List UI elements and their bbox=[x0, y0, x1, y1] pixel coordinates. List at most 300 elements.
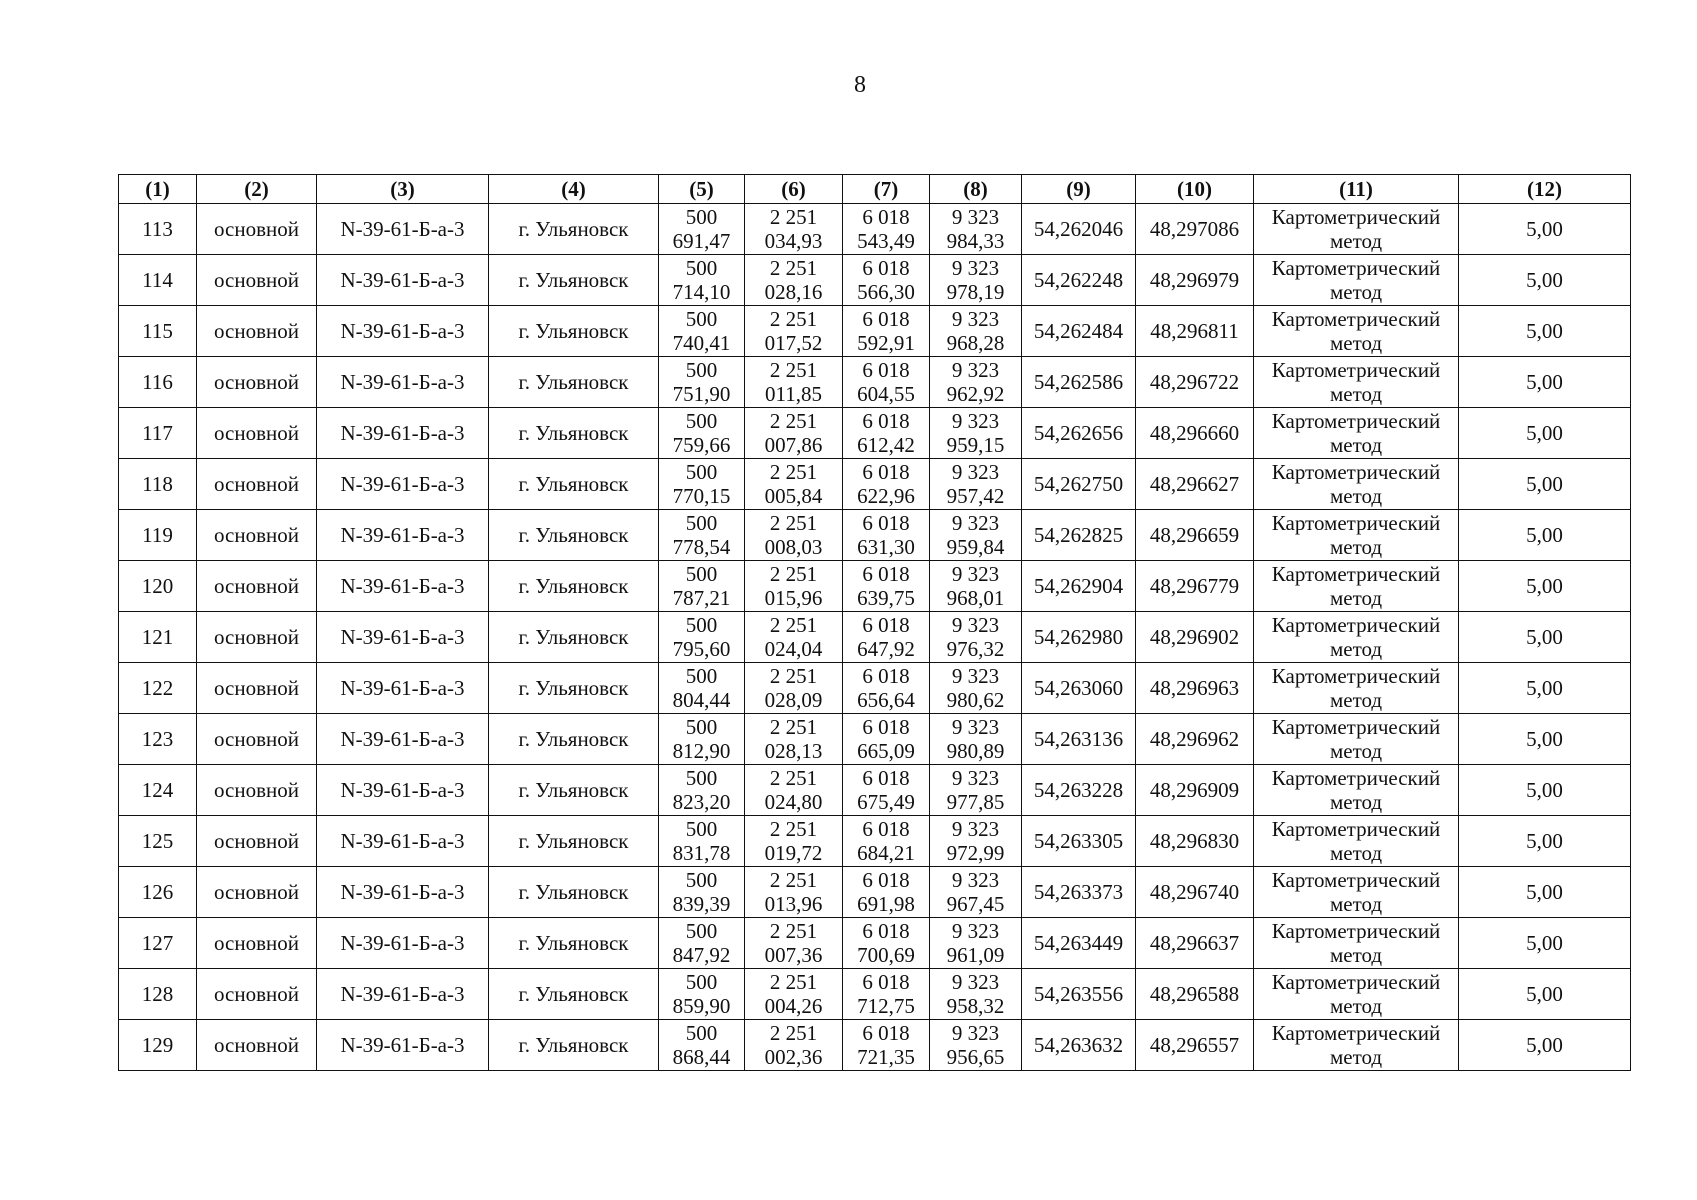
longitude-cell bbox=[1136, 714, 1254, 765]
longitude-cell bbox=[1136, 816, 1254, 867]
coord-7-cell bbox=[843, 510, 930, 561]
cell-text: 008,03 bbox=[764, 535, 823, 559]
cell-text: 028,09 bbox=[764, 688, 823, 712]
cell-text: основной bbox=[214, 982, 299, 1006]
locality-cell bbox=[489, 357, 659, 408]
column-header: (6) bbox=[745, 175, 843, 204]
cell-text: N-39-61-Б-а-3 bbox=[340, 268, 465, 292]
cell-text: 795,60 bbox=[672, 637, 731, 661]
cell-text: 740,41 bbox=[672, 331, 731, 355]
cell-text: г. Ульяновск bbox=[518, 370, 629, 394]
cell-text: 6 018 bbox=[862, 970, 910, 994]
cell-text: N-39-61-Б-а-3 bbox=[340, 523, 465, 547]
cell-text: 9 323 bbox=[951, 460, 1000, 484]
cell-text: 831,78 bbox=[672, 841, 731, 865]
coord-8-cell bbox=[930, 204, 1022, 255]
cell-text: г. Ульяновск bbox=[518, 268, 629, 292]
cell-text: 48,296909 bbox=[1149, 778, 1240, 802]
cell-text: 812,90 bbox=[672, 739, 731, 763]
cell-text: 9 323 bbox=[951, 256, 1000, 280]
cell-text: 592,91 bbox=[857, 331, 915, 355]
latitude-cell bbox=[1022, 867, 1136, 918]
coord-5-cell bbox=[659, 561, 745, 612]
cell-text: 6 018 bbox=[862, 358, 910, 382]
cell-text: 2 251 bbox=[769, 511, 818, 535]
cell-text: 500 bbox=[685, 970, 718, 994]
coord-8-cell bbox=[930, 816, 1022, 867]
table-row bbox=[119, 1020, 1631, 1071]
coord-5-cell bbox=[659, 357, 745, 408]
cell-text: 015,96 bbox=[764, 586, 823, 610]
cell-text: 113 bbox=[142, 217, 173, 241]
cell-text: 9 323 bbox=[951, 970, 1000, 994]
cell-text: 128 bbox=[141, 982, 174, 1006]
table-row bbox=[119, 510, 1631, 561]
coord-8-cell bbox=[930, 867, 1022, 918]
coord-6-cell bbox=[745, 765, 843, 816]
cell-text: основной bbox=[214, 472, 299, 496]
cell-text: N-39-61-Б-а-3 bbox=[340, 421, 465, 445]
cell-text: 6 018 bbox=[862, 562, 910, 586]
latitude-cell bbox=[1022, 204, 1136, 255]
longitude-cell bbox=[1136, 663, 1254, 714]
cell-text: 500 bbox=[685, 511, 718, 535]
cell-text: 6 018 bbox=[862, 817, 910, 841]
cell-text: 684,21 bbox=[857, 841, 915, 865]
cell-text: 125 bbox=[141, 829, 174, 853]
cell-text: 004,26 bbox=[764, 994, 823, 1018]
map-sheet-cell bbox=[317, 306, 489, 357]
coord-6-cell bbox=[745, 204, 843, 255]
accuracy-cell bbox=[1459, 357, 1631, 408]
cell-text: N-39-61-Б-а-3 bbox=[340, 829, 465, 853]
method-cell bbox=[1254, 867, 1459, 918]
method-cell bbox=[1254, 765, 1459, 816]
point-type-cell bbox=[197, 357, 317, 408]
cell-text: г. Ульяновск bbox=[518, 778, 629, 802]
cell-text: 54,262656 bbox=[1033, 421, 1124, 445]
cell-text: 48,297086 bbox=[1149, 217, 1240, 241]
coord-8-cell bbox=[930, 255, 1022, 306]
coord-7-cell bbox=[843, 306, 930, 357]
coord-6-cell bbox=[745, 408, 843, 459]
coord-6-cell bbox=[745, 867, 843, 918]
cell-text: Картометрический bbox=[1271, 1021, 1441, 1045]
map-sheet-cell bbox=[317, 663, 489, 714]
coord-7-cell bbox=[843, 459, 930, 510]
point-type-cell bbox=[197, 969, 317, 1020]
coord-5-cell bbox=[659, 1020, 745, 1071]
column-header: (8) bbox=[930, 175, 1022, 204]
cell-text: Картометрический bbox=[1271, 409, 1441, 433]
method-cell bbox=[1254, 306, 1459, 357]
cell-text: 2 251 bbox=[769, 256, 818, 280]
longitude-cell bbox=[1136, 408, 1254, 459]
coord-8-cell bbox=[930, 612, 1022, 663]
latitude-cell bbox=[1022, 306, 1136, 357]
latitude-cell bbox=[1022, 510, 1136, 561]
cell-text: 48,296588 bbox=[1149, 982, 1240, 1006]
cell-text: 984,33 bbox=[946, 229, 1005, 253]
accuracy-cell bbox=[1459, 408, 1631, 459]
cell-text: 5,00 bbox=[1526, 727, 1563, 751]
cell-text: 127 bbox=[141, 931, 174, 955]
method-cell bbox=[1254, 459, 1459, 510]
cell-text: 028,16 bbox=[764, 280, 823, 304]
coord-7-cell bbox=[843, 969, 930, 1020]
coord-5-cell bbox=[659, 255, 745, 306]
cell-text: основной bbox=[214, 676, 299, 700]
cell-text: Картометрический bbox=[1271, 970, 1441, 994]
cell-text: метод bbox=[1329, 841, 1383, 865]
point-type-cell bbox=[197, 816, 317, 867]
cell-text: г. Ульяновск bbox=[518, 676, 629, 700]
cell-text: метод bbox=[1329, 229, 1383, 253]
cell-text: 48,296811 bbox=[1150, 319, 1239, 343]
table-row bbox=[119, 867, 1631, 918]
map-sheet-cell bbox=[317, 204, 489, 255]
method-cell bbox=[1254, 969, 1459, 1020]
point-number-cell bbox=[119, 867, 197, 918]
method-cell bbox=[1254, 510, 1459, 561]
cell-text: 013,96 bbox=[764, 892, 823, 916]
point-number-cell bbox=[119, 459, 197, 510]
cell-text: 6 018 bbox=[862, 1021, 910, 1045]
locality-cell bbox=[489, 255, 659, 306]
method-cell bbox=[1254, 357, 1459, 408]
cell-text: 48,296979 bbox=[1149, 268, 1240, 292]
cell-text: 2 251 bbox=[769, 817, 818, 841]
coord-6-cell bbox=[745, 714, 843, 765]
cell-text: 656,64 bbox=[857, 688, 915, 712]
cell-text: метод bbox=[1329, 1045, 1383, 1069]
cell-text: 714,10 bbox=[672, 280, 731, 304]
cell-text: 5,00 bbox=[1526, 982, 1563, 1006]
coord-8-cell bbox=[930, 357, 1022, 408]
cell-text: 2 251 bbox=[769, 358, 818, 382]
latitude-cell bbox=[1022, 969, 1136, 1020]
cell-text: метод bbox=[1329, 586, 1383, 610]
cell-text: Картометрический bbox=[1271, 256, 1441, 280]
coord-5-cell bbox=[659, 714, 745, 765]
cell-text: 787,21 bbox=[672, 586, 731, 610]
table-row bbox=[119, 255, 1631, 306]
page-number: 8 bbox=[854, 72, 866, 98]
point-type-cell bbox=[197, 408, 317, 459]
cell-text: 500 bbox=[685, 307, 718, 331]
cell-text: основной bbox=[214, 421, 299, 445]
cell-text: 675,49 bbox=[857, 790, 915, 814]
column-header: (2) bbox=[197, 175, 317, 204]
cell-text: N-39-61-Б-а-3 bbox=[340, 1033, 465, 1057]
coord-8-cell bbox=[930, 1020, 1022, 1071]
cell-text: основной bbox=[214, 370, 299, 394]
cell-text: N-39-61-Б-а-3 bbox=[340, 625, 465, 649]
cell-text: 6 018 bbox=[862, 256, 910, 280]
latitude-cell bbox=[1022, 765, 1136, 816]
cell-text: 54,262046 bbox=[1033, 217, 1124, 241]
table-body bbox=[119, 204, 1631, 1071]
column-header: (3) bbox=[317, 175, 489, 204]
cell-text: 500 bbox=[685, 817, 718, 841]
cell-text: метод bbox=[1329, 892, 1383, 916]
coord-7-cell bbox=[843, 561, 930, 612]
cell-text: 759,66 bbox=[672, 433, 731, 457]
cell-text: 126 bbox=[141, 880, 174, 904]
cell-text: г. Ульяновск bbox=[518, 319, 629, 343]
point-number-cell bbox=[119, 765, 197, 816]
coord-8-cell bbox=[930, 510, 1022, 561]
cell-text: 9 323 bbox=[951, 817, 1000, 841]
method-cell bbox=[1254, 408, 1459, 459]
cell-text: 129 bbox=[141, 1033, 174, 1057]
coord-5-cell bbox=[659, 612, 745, 663]
cell-text: 48,296830 bbox=[1149, 829, 1240, 853]
cell-text: 2 251 bbox=[769, 919, 818, 943]
cell-text: 2 251 bbox=[769, 613, 818, 637]
cell-text: 978,19 bbox=[946, 280, 1005, 304]
longitude-cell bbox=[1136, 612, 1254, 663]
coord-5-cell bbox=[659, 969, 745, 1020]
latitude-cell bbox=[1022, 408, 1136, 459]
cell-text: 9 323 bbox=[951, 868, 1000, 892]
locality-cell bbox=[489, 204, 659, 255]
coord-6-cell bbox=[745, 255, 843, 306]
longitude-cell bbox=[1136, 561, 1254, 612]
cell-text: 500 bbox=[685, 562, 718, 586]
cell-text: N-39-61-Б-а-3 bbox=[340, 982, 465, 1006]
coord-6-cell bbox=[745, 357, 843, 408]
cell-text: 007,36 bbox=[764, 943, 823, 967]
cell-text: 700,69 bbox=[857, 943, 915, 967]
coord-6-cell bbox=[745, 306, 843, 357]
cell-text: метод bbox=[1329, 637, 1383, 661]
map-sheet-cell bbox=[317, 765, 489, 816]
cell-text: Картометрический bbox=[1271, 307, 1441, 331]
cell-text: 9 323 bbox=[951, 409, 1000, 433]
locality-cell bbox=[489, 663, 659, 714]
cell-text: 751,90 bbox=[672, 382, 731, 406]
coord-6-cell bbox=[745, 969, 843, 1020]
coord-7-cell bbox=[843, 663, 930, 714]
coord-6-cell bbox=[745, 918, 843, 969]
coord-6-cell bbox=[745, 612, 843, 663]
map-sheet-cell bbox=[317, 510, 489, 561]
cell-text: 48,296902 bbox=[1149, 625, 1240, 649]
cell-text: 54,263228 bbox=[1033, 778, 1124, 802]
cell-text: основной bbox=[214, 727, 299, 751]
cell-text: основной bbox=[214, 268, 299, 292]
coord-6-cell bbox=[745, 561, 843, 612]
cell-text: 117 bbox=[142, 421, 173, 445]
cell-text: Картометрический bbox=[1271, 562, 1441, 586]
cell-text: основной bbox=[214, 931, 299, 955]
coord-8-cell bbox=[930, 306, 1022, 357]
map-sheet-cell bbox=[317, 408, 489, 459]
cell-text: 2 251 bbox=[769, 766, 818, 790]
table-row bbox=[119, 714, 1631, 765]
locality-cell bbox=[489, 459, 659, 510]
table-row bbox=[119, 663, 1631, 714]
cell-text: 017,52 bbox=[764, 331, 823, 355]
cell-text: 2 251 bbox=[769, 205, 818, 229]
cell-text: 500 bbox=[685, 868, 718, 892]
cell-text: 5,00 bbox=[1526, 1033, 1563, 1057]
cell-text: г. Ульяновск bbox=[518, 217, 629, 241]
cell-text: 5,00 bbox=[1526, 370, 1563, 394]
cell-text: 500 bbox=[685, 664, 718, 688]
column-header: (10) bbox=[1136, 175, 1254, 204]
accuracy-cell bbox=[1459, 204, 1631, 255]
coord-8-cell bbox=[930, 969, 1022, 1020]
longitude-cell bbox=[1136, 357, 1254, 408]
cell-text: 721,35 bbox=[857, 1045, 915, 1069]
cell-text: 54,262484 bbox=[1033, 319, 1124, 343]
point-type-cell bbox=[197, 459, 317, 510]
cell-text: метод bbox=[1329, 943, 1383, 967]
column-header: (5) bbox=[659, 175, 745, 204]
cell-text: 959,84 bbox=[946, 535, 1005, 559]
cell-text: метод bbox=[1329, 331, 1383, 355]
cell-text: 604,55 bbox=[857, 382, 915, 406]
cell-text: 712,75 bbox=[857, 994, 915, 1018]
cell-text: 622,96 bbox=[857, 484, 915, 508]
map-sheet-cell bbox=[317, 255, 489, 306]
cell-text: г. Ульяновск bbox=[518, 931, 629, 955]
map-sheet-cell bbox=[317, 1020, 489, 1071]
cell-text: 961,09 bbox=[946, 943, 1005, 967]
table-row bbox=[119, 816, 1631, 867]
coord-5-cell bbox=[659, 306, 745, 357]
cell-text: 2 251 bbox=[769, 307, 818, 331]
cell-text: 6 018 bbox=[862, 460, 910, 484]
coord-5-cell bbox=[659, 867, 745, 918]
cell-text: 5,00 bbox=[1526, 523, 1563, 547]
cell-text: 9 323 bbox=[951, 1021, 1000, 1045]
point-number-cell bbox=[119, 255, 197, 306]
cell-text: 500 bbox=[685, 460, 718, 484]
latitude-cell bbox=[1022, 459, 1136, 510]
point-number-cell bbox=[119, 918, 197, 969]
cell-text: 9 323 bbox=[951, 613, 1000, 637]
cell-text: 9 323 bbox=[951, 307, 1000, 331]
cell-text: N-39-61-Б-а-3 bbox=[340, 778, 465, 802]
cell-text: 116 bbox=[142, 370, 173, 394]
coord-7-cell bbox=[843, 867, 930, 918]
cell-text: основной bbox=[214, 574, 299, 598]
cell-text: 54,262980 bbox=[1033, 625, 1124, 649]
table-row bbox=[119, 306, 1631, 357]
coord-5-cell bbox=[659, 816, 745, 867]
cell-text: метод bbox=[1329, 739, 1383, 763]
cell-text: 977,85 bbox=[946, 790, 1005, 814]
table-row bbox=[119, 969, 1631, 1020]
cell-text: 54,263060 bbox=[1033, 676, 1124, 700]
locality-cell bbox=[489, 765, 659, 816]
cell-text: 967,45 bbox=[946, 892, 1005, 916]
point-number-cell bbox=[119, 663, 197, 714]
cell-text: 5,00 bbox=[1526, 829, 1563, 853]
method-cell bbox=[1254, 816, 1459, 867]
cell-text: 54,263449 bbox=[1033, 931, 1124, 955]
cell-text: метод bbox=[1329, 790, 1383, 814]
cell-text: N-39-61-Б-а-3 bbox=[340, 574, 465, 598]
cell-text: метод bbox=[1329, 433, 1383, 457]
point-type-cell bbox=[197, 204, 317, 255]
cell-text: 6 018 bbox=[862, 511, 910, 535]
cell-text: 54,262904 bbox=[1033, 574, 1124, 598]
cell-text: 034,93 bbox=[764, 229, 823, 253]
cell-text: 612,42 bbox=[857, 433, 915, 457]
cell-text: 500 bbox=[685, 766, 718, 790]
map-sheet-cell bbox=[317, 918, 489, 969]
cell-text: 5,00 bbox=[1526, 778, 1563, 802]
cell-text: метод bbox=[1329, 535, 1383, 559]
map-sheet-cell bbox=[317, 561, 489, 612]
cell-text: 500 bbox=[685, 205, 718, 229]
point-type-cell bbox=[197, 510, 317, 561]
longitude-cell bbox=[1136, 204, 1254, 255]
longitude-cell bbox=[1136, 1020, 1254, 1071]
method-cell bbox=[1254, 1020, 1459, 1071]
cell-text: 48,296779 bbox=[1149, 574, 1240, 598]
coord-7-cell bbox=[843, 816, 930, 867]
longitude-cell bbox=[1136, 510, 1254, 561]
cell-text: 5,00 bbox=[1526, 931, 1563, 955]
coord-8-cell bbox=[930, 765, 1022, 816]
cell-text: 9 323 bbox=[951, 664, 1000, 688]
cell-text: N-39-61-Б-а-3 bbox=[340, 931, 465, 955]
cell-text: 691,47 bbox=[672, 229, 731, 253]
map-sheet-cell bbox=[317, 969, 489, 1020]
coord-8-cell bbox=[930, 663, 1022, 714]
table-row bbox=[119, 204, 1631, 255]
cell-text: 957,42 bbox=[946, 484, 1005, 508]
cell-text: 976,32 bbox=[946, 637, 1005, 661]
cell-text: Картометрический bbox=[1271, 613, 1441, 637]
cell-text: 9 323 bbox=[951, 715, 1000, 739]
cell-text: 500 bbox=[685, 409, 718, 433]
latitude-cell bbox=[1022, 561, 1136, 612]
cell-text: 024,80 bbox=[764, 790, 823, 814]
cell-text: г. Ульяновск bbox=[518, 421, 629, 445]
cell-text: 2 251 bbox=[769, 460, 818, 484]
point-number-cell bbox=[119, 357, 197, 408]
column-header: (1) bbox=[119, 175, 197, 204]
locality-cell bbox=[489, 561, 659, 612]
cell-text: 54,262825 bbox=[1033, 523, 1124, 547]
cell-text: 118 bbox=[142, 472, 173, 496]
coord-7-cell bbox=[843, 357, 930, 408]
point-type-cell bbox=[197, 255, 317, 306]
cell-text: 2 251 bbox=[769, 409, 818, 433]
cell-text: 007,86 bbox=[764, 433, 823, 457]
accuracy-cell bbox=[1459, 255, 1631, 306]
cell-text: 5,00 bbox=[1526, 217, 1563, 241]
cell-text: 2 251 bbox=[769, 868, 818, 892]
cell-text: 2 251 bbox=[769, 562, 818, 586]
cell-text: 859,90 bbox=[672, 994, 731, 1018]
coord-7-cell bbox=[843, 918, 930, 969]
point-number-cell bbox=[119, 816, 197, 867]
accuracy-cell bbox=[1459, 663, 1631, 714]
method-cell bbox=[1254, 663, 1459, 714]
locality-cell bbox=[489, 918, 659, 969]
cell-text: 121 bbox=[141, 625, 174, 649]
method-cell bbox=[1254, 612, 1459, 663]
coord-6-cell bbox=[745, 510, 843, 561]
method-cell bbox=[1254, 918, 1459, 969]
